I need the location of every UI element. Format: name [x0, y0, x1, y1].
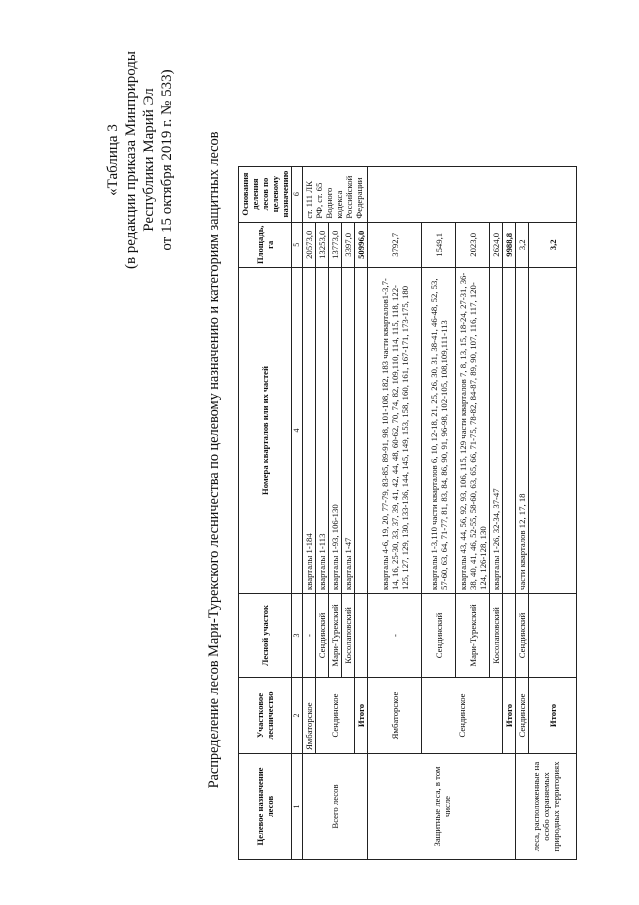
quarters-cell: кварталы 43, 44, 56, 92, 93, 106, 115, 129 части кварталов 7, 8, 13, 15, 18-24, 27-31, 36-38, 40, 41, 46, 52-55, 58-60, 63, 65, 66, 71-75, 78-82, 84-87, 89, 90, 107, 116, 117, 120-124, 126-128, 130 [456, 268, 490, 594]
table-title: Распределение лесов Мари-Турекского лесничества по целевому назначению и категориям защитных лесов [206, 131, 222, 789]
area-cell: 20573,0 [303, 222, 316, 267]
column-header: Номера кварталов или их частей [239, 268, 292, 594]
site-cell: Мари-Турекский [456, 594, 490, 678]
site-cell: - [303, 594, 316, 678]
site-cell: Косолаповский [490, 594, 503, 678]
header-line-3: Республики Марий Эл [141, 88, 157, 232]
column-number: 2 [292, 678, 303, 754]
column-header: Участковое лесничество [239, 678, 292, 754]
site-cell: Сендинский [316, 594, 329, 678]
quarters-cell: кварталы 1-3,110 части кварталов 6, 10, 12-18, 21, 25, 26, 30, 31, 38-41, 46-48, 52, 53, 57-60, 63, 64, 71-77, 81, 83, 84, 86, 90, 91, 96-98, 102-105, 108,109,111-113 [422, 268, 456, 594]
empty-cell [529, 268, 577, 594]
site-cell: - [368, 594, 422, 678]
table-header-row [239, 166, 292, 859]
site-cell: Сендинский [516, 594, 529, 678]
quarters-cell: кварталы 1-47 [342, 268, 355, 594]
column-header: Лесной участок [239, 594, 292, 678]
quarters-cell: кварталы 1-184 [303, 268, 316, 594]
column-number: 6 [292, 166, 303, 222]
quarters-cell: кварталы 1-113 [316, 268, 329, 594]
area-cell: 3792,7 [368, 222, 422, 267]
area-cell: 2624,0 [490, 222, 503, 267]
forest-distribution-table [238, 166, 577, 860]
column-number: 4 [292, 268, 303, 594]
area-cell: 2023,0 [456, 222, 490, 267]
empty-cell [503, 594, 516, 678]
column-header: Целевое назначение лесов [239, 754, 292, 860]
purpose-cell: Всего лесов [303, 754, 368, 860]
basis-cell: ст. 111 ЛК РФ, ст. 65 Водного кодекса Российской Федерации [303, 166, 368, 222]
column-header: Площадь, га [239, 222, 292, 267]
site-cell: Косолаповский [342, 594, 355, 678]
area-cell: 1549,1 [422, 222, 456, 267]
forestry-cell: Сендинское [316, 678, 355, 754]
empty-cell [355, 268, 368, 594]
table-row [303, 166, 316, 859]
purpose-cell: леса, расположенные на особо охраняемых природных территориях [516, 754, 577, 860]
quarters-cell: кварталы 1-26, 32-34, 37-47 [490, 268, 503, 594]
purpose-cell: Защитные леса, в том числе [368, 754, 516, 860]
header-line-2: (в редакции приказа Минприроды [123, 50, 139, 270]
column-header: Основания деления лесов по целевому назначению [239, 166, 292, 222]
header-line-1: «Таблица 3 [105, 124, 121, 196]
column-number: 3 [292, 594, 303, 678]
forestry-cell: Сендинское [422, 678, 503, 754]
table-row [368, 166, 422, 859]
area-cell: 9988,8 [503, 222, 516, 267]
forestry-cell: Ямбаторское [303, 678, 316, 754]
area-cell: 3,2 [516, 222, 529, 267]
area-cell: 50996,0 [355, 222, 368, 267]
area-cell: 3,2 [529, 222, 577, 267]
site-cell: Мари-Турекский [329, 594, 342, 678]
header-line-4: от 15 октября 2019 г. № 533) [159, 69, 175, 251]
empty-cell [503, 268, 516, 594]
quarters-cell: кварталы 4-6, 19, 20, 77-79, 83-85, 89-91, 98, 101-108, 182, 183 части кварталов1-3,7-14, 16, 25-30, 33, 37, 39, 41, 42, 44, 48, 60-62, 70, 74, 82, 109,110, 114, 115, 118, 122-125, 127, 129, 130, 133-136, 144, 145, 149, 153, 158, 160, 161, 167-171, 173-175, 180 [368, 268, 422, 594]
site-cell: Сендинский [422, 594, 456, 678]
total-label: Итого [355, 678, 368, 754]
document-header [104, 35, 176, 285]
empty-cell [368, 166, 577, 222]
total-label: Итого [529, 678, 577, 754]
column-number-row [292, 166, 303, 859]
total-label: Итого [503, 678, 516, 754]
quarters-cell: кварталы 1-93, 106-130 [329, 268, 342, 594]
column-number: 1 [292, 754, 303, 860]
quarters-cell: части кварталов 12, 17, 18 [516, 268, 529, 594]
area-cell: 13253,0 [316, 222, 329, 267]
area-cell: 13773,0 [329, 222, 342, 267]
empty-cell [355, 594, 368, 678]
empty-cell [529, 594, 577, 678]
forestry-cell: Ямбаторское [368, 678, 422, 754]
forestry-cell: Сендинское [516, 678, 529, 754]
area-cell: 3397,0 [342, 222, 355, 267]
column-number: 5 [292, 222, 303, 267]
table-row [516, 166, 529, 859]
